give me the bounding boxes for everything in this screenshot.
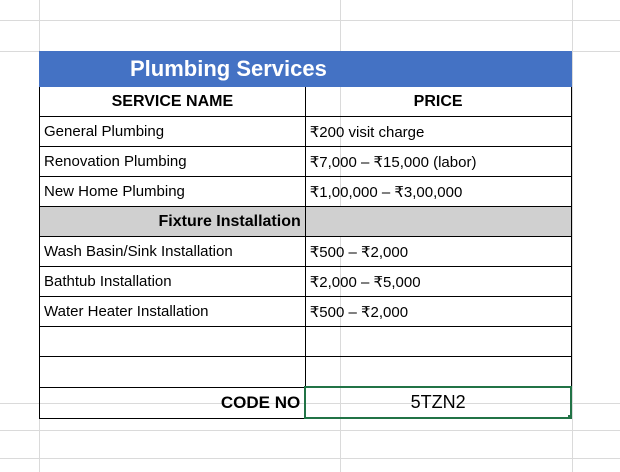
price-cell[interactable]: ₹1,00,000 – ₹3,00,000 xyxy=(305,177,571,207)
price-cell[interactable]: ₹200 visit charge xyxy=(305,117,571,147)
price-cell[interactable]: ₹2,000 – ₹5,000 xyxy=(305,267,571,297)
code-label-cell[interactable]: CODE NO xyxy=(40,387,306,418)
fill-handle[interactable] xyxy=(567,414,571,418)
table-row xyxy=(40,177,572,207)
column-header-price[interactable]: PRICE xyxy=(305,87,571,117)
empty-cell[interactable] xyxy=(305,207,571,237)
fixture-name-cell[interactable]: Bathtub Installation xyxy=(40,267,306,297)
empty-cell[interactable] xyxy=(305,327,571,357)
service-name-cell[interactable]: New Home Plumbing xyxy=(40,177,306,207)
price-table xyxy=(39,51,572,419)
gridline xyxy=(572,0,573,472)
section-title-cell[interactable]: Fixture Installation xyxy=(40,207,306,237)
section-row xyxy=(40,207,572,237)
table-row xyxy=(40,117,572,147)
table-row xyxy=(40,147,572,177)
empty-row xyxy=(40,327,572,357)
price-cell[interactable]: ₹500 – ₹2,000 xyxy=(305,237,571,267)
fixture-name-cell[interactable]: Wash Basin/Sink Installation xyxy=(40,237,306,267)
title-row xyxy=(40,52,572,87)
empty-cell[interactable] xyxy=(40,327,306,357)
table-row xyxy=(40,237,572,267)
table-row xyxy=(40,297,572,327)
code-value-text: 5TZN2 xyxy=(410,392,466,412)
gridline xyxy=(0,20,620,21)
gridline xyxy=(0,458,620,459)
code-row xyxy=(40,387,572,418)
gridline xyxy=(0,430,620,431)
service-name-cell[interactable]: Renovation Plumbing xyxy=(40,147,306,177)
price-cell[interactable]: ₹7,000 – ₹15,000 (labor) xyxy=(305,147,571,177)
service-name-cell[interactable]: General Plumbing xyxy=(40,117,306,147)
empty-cell[interactable] xyxy=(305,357,571,388)
fixture-name-cell[interactable]: Water Heater Installation xyxy=(40,297,306,327)
header-row xyxy=(40,87,572,117)
empty-cell[interactable] xyxy=(40,357,306,388)
price-cell[interactable]: ₹500 – ₹2,000 xyxy=(305,297,571,327)
table-row xyxy=(40,267,572,297)
sheet-title[interactable]: Plumbing Services xyxy=(40,52,572,87)
code-value-cell[interactable] xyxy=(305,387,571,418)
column-header-service[interactable]: SERVICE NAME xyxy=(40,87,306,117)
empty-row xyxy=(40,357,572,388)
